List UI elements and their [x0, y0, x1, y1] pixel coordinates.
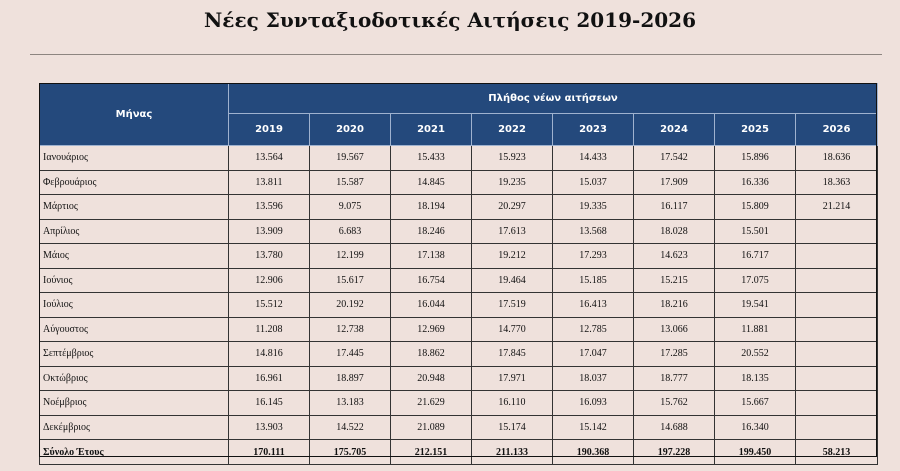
table-row — [40, 170, 878, 195]
value-cell: 12.738 — [310, 317, 391, 342]
value-cell: 21.089 — [391, 415, 472, 440]
value-cell: 6.683 — [310, 219, 391, 244]
value-cell: 13.183 — [310, 391, 391, 416]
value-cell: 19.464 — [472, 268, 553, 293]
value-cell: 19.567 — [310, 146, 391, 171]
value-cell: 17.047 — [553, 342, 634, 367]
year-header: 2022 — [472, 114, 553, 146]
value-cell: 18.037 — [553, 366, 634, 391]
value-cell: 18.636 — [796, 146, 878, 171]
value-cell: 18.028 — [634, 219, 715, 244]
table-row — [40, 317, 878, 342]
value-cell: 17.845 — [472, 342, 553, 367]
value-cell: 16.110 — [472, 391, 553, 416]
value-cell: 15.174 — [472, 415, 553, 440]
month-cell: Σεπτέμβριος — [40, 342, 229, 367]
month-cell: Ιανουάριος — [40, 146, 229, 171]
value-cell: 13.564 — [229, 146, 310, 171]
year-header: 2025 — [715, 114, 796, 146]
value-cell: 11.881 — [715, 317, 796, 342]
value-cell: 15.501 — [715, 219, 796, 244]
value-cell: 16.336 — [715, 170, 796, 195]
total-value-cell: 211.133 — [472, 440, 553, 465]
value-cell: 18.216 — [634, 293, 715, 318]
value-cell: 19.212 — [472, 244, 553, 269]
value-cell: 17.971 — [472, 366, 553, 391]
value-cell: 20.552 — [715, 342, 796, 367]
value-cell: 15.037 — [553, 170, 634, 195]
month-cell: Ιούνιος — [40, 268, 229, 293]
value-cell: 17.519 — [472, 293, 553, 318]
value-cell — [796, 391, 878, 416]
value-cell: 21.629 — [391, 391, 472, 416]
value-cell: 13.066 — [634, 317, 715, 342]
value-cell — [796, 268, 878, 293]
value-cell: 16.754 — [391, 268, 472, 293]
value-cell: 15.762 — [634, 391, 715, 416]
value-cell: 14.522 — [310, 415, 391, 440]
table-row — [40, 146, 878, 171]
value-cell — [796, 366, 878, 391]
month-cell: Μάιος — [40, 244, 229, 269]
value-cell: 17.542 — [634, 146, 715, 171]
value-cell: 15.142 — [553, 415, 634, 440]
month-cell: Οκτώβριος — [40, 366, 229, 391]
total-row — [40, 440, 878, 465]
month-cell: Φεβρουάριος — [40, 170, 229, 195]
value-cell: 20.297 — [472, 195, 553, 220]
value-cell: 13.909 — [229, 219, 310, 244]
total-value-cell: 190.368 — [553, 440, 634, 465]
value-cell: 13.903 — [229, 415, 310, 440]
value-cell — [796, 293, 878, 318]
value-cell: 17.445 — [310, 342, 391, 367]
value-cell: 18.246 — [391, 219, 472, 244]
value-cell: 16.413 — [553, 293, 634, 318]
table-row — [40, 415, 878, 440]
month-cell: Αύγουστος — [40, 317, 229, 342]
year-header: 2023 — [553, 114, 634, 146]
group-header: Πλήθος νέων αιτήσεων — [229, 84, 878, 114]
month-cell: Ιούλιος — [40, 293, 229, 318]
table-row — [40, 293, 878, 318]
value-cell: 14.688 — [634, 415, 715, 440]
value-cell: 19.235 — [472, 170, 553, 195]
total-value-cell: 58.213 — [796, 440, 878, 465]
value-cell: 17.285 — [634, 342, 715, 367]
value-cell: 15.667 — [715, 391, 796, 416]
value-cell: 15.512 — [229, 293, 310, 318]
value-cell — [796, 317, 878, 342]
value-cell: 14.623 — [634, 244, 715, 269]
value-cell: 15.809 — [715, 195, 796, 220]
value-cell: 15.587 — [310, 170, 391, 195]
value-cell — [796, 415, 878, 440]
value-cell: 18.194 — [391, 195, 472, 220]
total-value-cell: 175.705 — [310, 440, 391, 465]
table-row — [40, 366, 878, 391]
value-cell: 18.777 — [634, 366, 715, 391]
value-cell: 15.215 — [634, 268, 715, 293]
total-value-cell: 197.228 — [634, 440, 715, 465]
value-cell: 18.363 — [796, 170, 878, 195]
value-cell: 15.923 — [472, 146, 553, 171]
value-cell: 12.906 — [229, 268, 310, 293]
year-header: 2024 — [634, 114, 715, 146]
value-cell: 15.896 — [715, 146, 796, 171]
value-cell: 13.568 — [553, 219, 634, 244]
value-cell: 20.948 — [391, 366, 472, 391]
value-cell: 17.909 — [634, 170, 715, 195]
table-row — [40, 244, 878, 269]
value-cell: 21.214 — [796, 195, 878, 220]
value-cell: 15.185 — [553, 268, 634, 293]
value-cell: 17.138 — [391, 244, 472, 269]
value-cell: 12.785 — [553, 317, 634, 342]
value-cell: 13.780 — [229, 244, 310, 269]
value-cell: 13.811 — [229, 170, 310, 195]
year-header: 2021 — [391, 114, 472, 146]
table-row — [40, 342, 878, 367]
value-cell — [796, 219, 878, 244]
value-cell: 11.208 — [229, 317, 310, 342]
value-cell: 16.093 — [553, 391, 634, 416]
total-label: Σύνολο Έτους — [40, 440, 229, 465]
table-row — [40, 219, 878, 244]
value-cell: 15.617 — [310, 268, 391, 293]
value-cell: 18.135 — [715, 366, 796, 391]
value-cell: 16.145 — [229, 391, 310, 416]
table-row — [40, 268, 878, 293]
value-cell: 15.433 — [391, 146, 472, 171]
value-cell: 14.770 — [472, 317, 553, 342]
value-cell: 17.075 — [715, 268, 796, 293]
value-cell: 16.044 — [391, 293, 472, 318]
value-cell: 12.199 — [310, 244, 391, 269]
value-cell — [796, 342, 878, 367]
value-cell: 14.816 — [229, 342, 310, 367]
value-cell: 16.717 — [715, 244, 796, 269]
year-header: 2019 — [229, 114, 310, 146]
value-cell: 13.596 — [229, 195, 310, 220]
value-cell — [796, 244, 878, 269]
table-row — [40, 195, 878, 220]
total-value-cell: 199.450 — [715, 440, 796, 465]
value-cell: 18.897 — [310, 366, 391, 391]
month-cell: Μάρτιος — [40, 195, 229, 220]
value-cell: 16.340 — [715, 415, 796, 440]
value-cell: 9.075 — [310, 195, 391, 220]
month-cell: Απρίλιος — [40, 219, 229, 244]
value-cell: 17.293 — [553, 244, 634, 269]
value-cell: 16.961 — [229, 366, 310, 391]
value-cell: 17.613 — [472, 219, 553, 244]
total-value-cell: 170.111 — [229, 440, 310, 465]
value-cell: 18.862 — [391, 342, 472, 367]
month-cell: Δεκέμβριος — [40, 415, 229, 440]
value-cell: 19.335 — [553, 195, 634, 220]
value-cell: 14.433 — [553, 146, 634, 171]
month-cell: Νοέμβριος — [40, 391, 229, 416]
value-cell: 16.117 — [634, 195, 715, 220]
value-cell: 19.541 — [715, 293, 796, 318]
table-row — [40, 391, 878, 416]
value-cell: 12.969 — [391, 317, 472, 342]
table-body — [40, 146, 878, 465]
value-cell: 20.192 — [310, 293, 391, 318]
applications-table — [39, 83, 878, 465]
page-title: Νέες Συνταξιοδοτικές Αιτήσεις 2019-2026 — [204, 8, 696, 32]
title-divider — [30, 54, 882, 55]
total-value-cell: 212.151 — [391, 440, 472, 465]
year-header: 2026 — [796, 114, 878, 146]
year-header: 2020 — [310, 114, 391, 146]
value-cell: 14.845 — [391, 170, 472, 195]
month-column-header: Μήνας — [40, 84, 229, 146]
